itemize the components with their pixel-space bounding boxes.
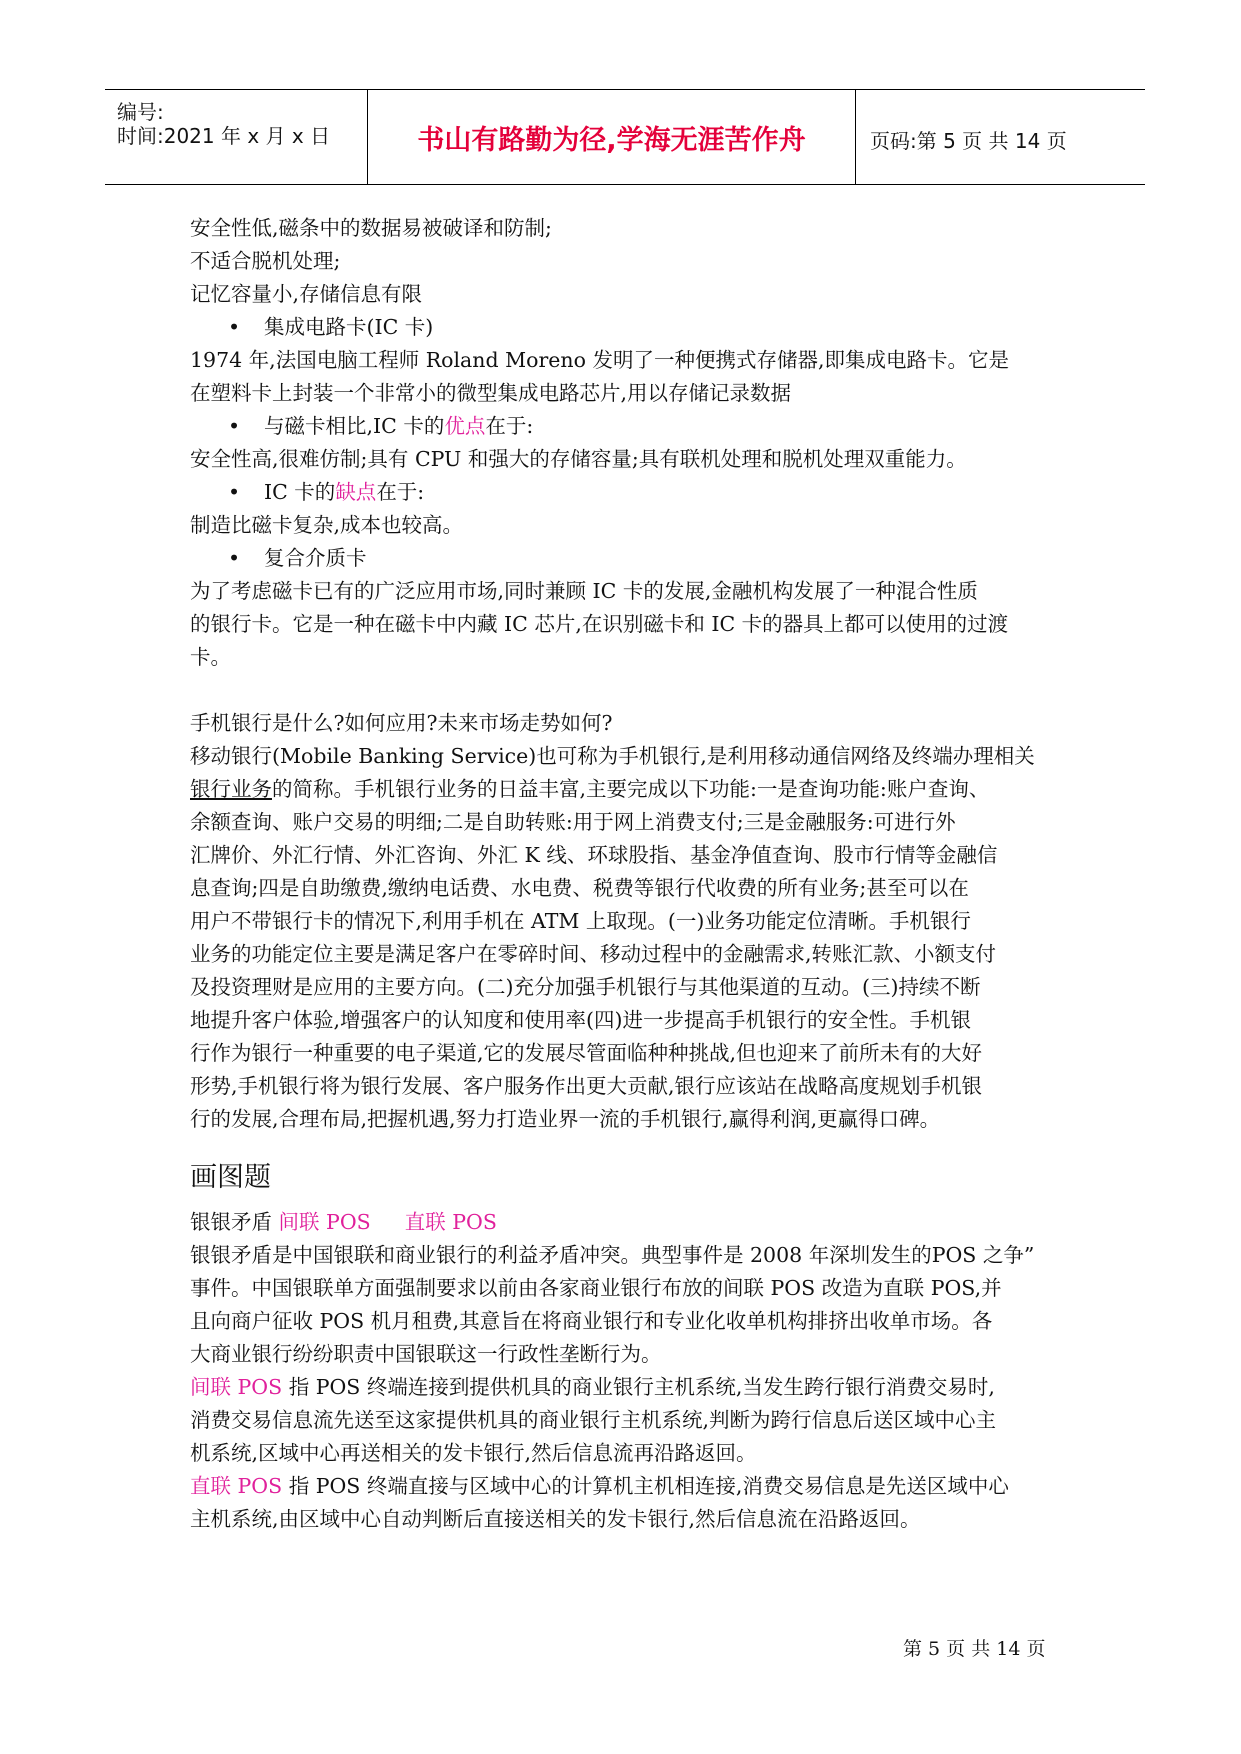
- text-line: 直联 POS 指 POS 终端直接与区域中心的计算机主机相连接,消费交易信息是先送区域中心: [190, 1474, 1009, 1498]
- highlight-term: 优点: [444, 414, 486, 438]
- text-line: 事件。中国银联单方面强制要求以前由各家商业银行布放的间联 POS 改造为直联 POS,并: [190, 1276, 1002, 1300]
- text-line: 大商业银行纷纷职责中国银联这一行政性垄断行为。: [190, 1342, 662, 1366]
- text-line: 移动银行(Mobile Banking Service)也可称为手机银行,是利用移动通信网络及终端办理相关: [190, 744, 1035, 768]
- page-footer: 第 5 页 共 14 页: [903, 1638, 1046, 1660]
- text-line: 机系统,区域中心再送相关的发卡银行,然后信息流再沿路返回。: [190, 1441, 757, 1465]
- text-line: 的银行卡。它是一种在磁卡中内藏 IC 芯片,在识别磁卡和 IC 卡的器具上都可以使用的过渡: [190, 612, 1009, 636]
- text-line: 行的发展,合理布局,把握机遇,努力打造业界一流的手机银行,赢得利润,更赢得口碑。: [190, 1107, 941, 1131]
- bullet-item: • 与磁卡相比,IC 卡的优点在于:: [190, 410, 1070, 443]
- text-line: 用户不带银行卡的情况下,利用手机在 ATM 上取现。(一)业务功能定位清晰。手机银行: [190, 909, 971, 933]
- text-line: 记忆容量小,存储信息有限: [190, 282, 423, 306]
- header-motto-cell: [368, 90, 856, 184]
- text-line: 余额查询、账户交易的明细;二是自助转账:用于网上消费支付;三是金融服务:可进行外: [190, 810, 956, 834]
- doc-number-label: 编号:: [117, 100, 164, 124]
- header-page-number: 页码:第 5 页 共 14 页: [870, 129, 1067, 153]
- text-line: 银行业务的简称。手机银行业务的日益丰富,主要完成以下功能:一是查询功能:账户查询、: [190, 777, 990, 801]
- bullet-icon: •: [228, 315, 241, 339]
- text-line: 在塑料卡上封装一个非常小的微型集成电路芯片,用以存储记录数据: [190, 381, 792, 405]
- highlight-term: 间联 POS: [278, 1210, 371, 1234]
- document-body: [190, 212, 1070, 1536]
- text-line: 汇牌价、外汇行情、外汇咨询、外汇 K 线、环球股指、基金净值查询、股市行情等金融信: [190, 843, 998, 867]
- text-line: 制造比磁卡复杂,成本也较高。: [190, 513, 464, 537]
- text-line: 间联 POS 指 POS 终端连接到提供机具的商业银行主机系统,当发生跨行银行消费交易时,: [190, 1375, 995, 1399]
- text-line: 不适合脱机处理;: [190, 249, 341, 273]
- text-line: 形势,手机银行将为银行发展、客户服务作出更大贡献,银行应该站在战略高度规划手机银: [190, 1074, 983, 1098]
- text-line: 及投资理财是应用的主要方向。(二)充分加强手机银行与其他渠道的互动。(三)持续不断: [190, 975, 981, 999]
- doc-time-label: 时间:2021 年 x 月 x 日: [117, 124, 331, 148]
- text-line: 主机系统,由区域中心自动判断后直接送相关的发卡银行,然后信息流在沿路返回。: [190, 1507, 921, 1531]
- highlight-term: 缺点: [335, 480, 377, 504]
- highlight-term: 间联 POS: [190, 1375, 283, 1399]
- highlight-term: 直联 POS: [404, 1210, 497, 1234]
- bullet-item: • 集成电路卡(IC 卡): [190, 311, 1070, 344]
- bullet-icon: •: [228, 546, 241, 570]
- header-page-cell: [856, 90, 1145, 184]
- text-line: 行作为银行一种重要的电子渠道,它的发展尽管面临种种挑战,但也迎来了前所未有的大好: [190, 1041, 983, 1065]
- text-line: 1974 年,法国电脑工程师 Roland Moreno 发明了一种便携式存储器,即集成电路卡。它是: [190, 348, 1009, 372]
- bullet-item: • 复合介质卡: [190, 542, 1070, 575]
- motto-text: 书山有路勤为径,学海无涯苦作舟: [417, 125, 806, 156]
- section-heading: 画图题: [190, 1162, 271, 1193]
- text-line: 且向商户征收 POS 机月租费,其意旨在将商业银行和专业化收单机构排挤出收单市场。各: [190, 1309, 993, 1333]
- question-line: 手机银行是什么?如何应用?未来市场走势如何?: [190, 711, 613, 735]
- underlined-term: 银行业务: [190, 777, 272, 801]
- page-header: [105, 89, 1145, 185]
- text-line: 息查询;四是自助缴费,缴纳电话费、水电费、税费等银行代收费的所有业务;甚至可以在: [190, 876, 969, 900]
- text-line: 地提升客户体验,增强客户的认知度和使用率(四)进一步提高手机银行的安全性。手机银: [190, 1008, 972, 1032]
- bullet-icon: •: [228, 414, 241, 438]
- header-info-cell: [105, 90, 368, 184]
- bullet-icon: •: [228, 480, 241, 504]
- text-line: 业务的功能定位主要是满足客户在零碎时间、移动过程中的金融需求,转账汇款、小额支付: [190, 942, 997, 966]
- topic-line: 银银矛盾 间联 POS 直联 POS: [190, 1210, 497, 1234]
- text-line: 安全性低,磁条中的数据易被破译和防制;: [190, 216, 552, 240]
- text-line: 为了考虑磁卡已有的广泛应用市场,同时兼顾 IC 卡的发展,金融机构发展了一种混合性质: [190, 579, 978, 603]
- bullet-item: • IC 卡的缺点在于:: [190, 476, 1070, 509]
- highlight-term: 直联 POS: [190, 1474, 283, 1498]
- text-line: 银银矛盾是中国银联和商业银行的利益矛盾冲突。典型事件是 2008 年深圳发生的POS 之争”: [190, 1243, 1035, 1267]
- text-line: 卡。: [190, 645, 231, 669]
- text-line: 消费交易信息流先送至这家提供机具的商业银行主机系统,判断为跨行信息后送区域中心主: [190, 1408, 997, 1432]
- text-line: 安全性高,很难仿制;具有 CPU 和强大的存储容量;具有联机处理和脱机处理双重能力。: [190, 447, 967, 471]
